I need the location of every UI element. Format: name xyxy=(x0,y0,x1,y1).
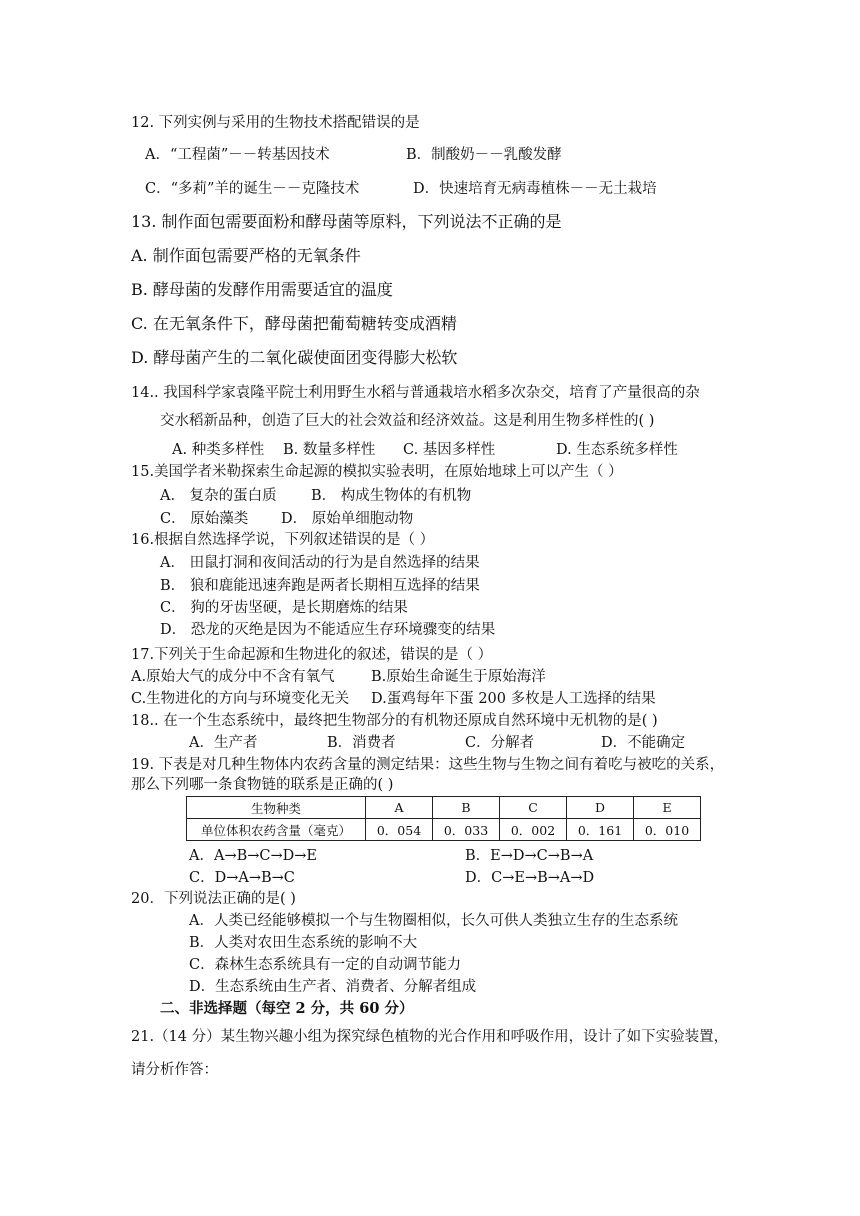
q14-option-a: A. 种类多样性 xyxy=(172,442,265,458)
q15-option-d: D． 原始单细胞动物 xyxy=(281,511,414,527)
q16-option-d: D． 恐龙的灭绝是因为不能适应生存环境骤变的结果 xyxy=(160,622,496,638)
q16-stem: 16.根据自然选择学说，下列叙述错误的是（ ） xyxy=(131,532,435,548)
q14-option-d: D. 生态系统多样性 xyxy=(556,442,678,458)
q13-option-a: A. 制作面包需要严格的无氧条件 xyxy=(131,246,361,265)
q16-option-a: A． 田鼠打洞和夜间活动的行为是自然选择的结果 xyxy=(160,555,480,571)
q13-option-c: C. 在无氧条件下，酵母菌把葡萄糖转变成酒精 xyxy=(131,314,457,333)
q14-stem-line1: 14.. 我国科学家袁隆平院士利用野生水稻与普通栽培水稻多次杂交，培育了产量很高的杂 xyxy=(131,385,700,401)
table-header-cell: 生物种类 xyxy=(187,797,366,819)
q20-option-a: A．人类已经能够模拟一个与生物圈相似，长久可供人类独立生存的生态系统 xyxy=(189,913,678,929)
table-header-cell: D xyxy=(567,797,634,819)
q17-option-c: C.生物进化的方向与环境变化无关 xyxy=(131,691,350,707)
q20-option-d: D．生态系统由生产者、消费者、分解者组成 xyxy=(189,979,477,995)
q19-option-d: D．C→E→B→A→D xyxy=(465,870,595,886)
q18-option-c: C．分解者 xyxy=(465,735,535,751)
q12-option-a: A．“工程菌”－－转基因技术 xyxy=(145,147,330,163)
q19-option-b: B．E→D→C→B→A xyxy=(465,848,594,864)
q14-option-b: B. 数量多样性 xyxy=(283,442,376,458)
table-cell: 0．033 xyxy=(433,819,500,841)
q13-option-d: D. 酵母菌产生的二氧化碳使面团变得膨大松软 xyxy=(131,348,458,367)
table-row xyxy=(187,819,701,841)
q20-option-c: C．森林生态系统具有一定的自动调节能力 xyxy=(189,957,462,973)
table-cell: 0．002 xyxy=(500,819,567,841)
q16-option-b: B． 狼和鹿能迅速奔跑是两者长期相互选择的结果 xyxy=(160,578,480,594)
q15-stem: 15.美国学者米勒探索生命起源的模拟实验表明，在原始地球上可以产生（ ） xyxy=(131,464,623,480)
table-header-cell: B xyxy=(433,797,500,819)
pesticide-table xyxy=(186,796,701,841)
q13-option-b: B. 酵母菌的发酵作用需要适宜的温度 xyxy=(131,280,393,299)
q13-stem: 13. 制作面包需要面粉和酵母菌等原料，下列说法不正确的是 xyxy=(131,212,562,231)
q18-option-a: A．生产者 xyxy=(189,735,258,751)
q18-option-d: D．不能确定 xyxy=(601,735,686,751)
q19-option-a: A．A→B→C→D→E xyxy=(189,848,318,864)
q12-stem: 12. 下列实例与采用的生物技术搭配错误的是 xyxy=(131,115,420,131)
q21-stem-line2: 请分析作答： xyxy=(131,1062,218,1078)
q18-option-b: B．消费者 xyxy=(327,735,396,751)
table-header-cell: A xyxy=(366,797,433,819)
q18-stem: 18.. 在一个生态系统中，最终把生物部分的有机物还原成自然环境中无机物的是( ) xyxy=(131,713,658,729)
table-cell: 0．161 xyxy=(567,819,634,841)
table-header-row xyxy=(187,797,701,819)
table-cell: 0．054 xyxy=(366,819,433,841)
q20-option-b: B．人类对农田生态系统的影响不大 xyxy=(189,935,418,951)
q19-stem-line1: 19. 下表是对几种生物体内农药含量的测定结果：这些生物与生物之间有着吃与被吃的关系， xyxy=(131,757,725,773)
q17-option-b: B.原始生命诞生于原始海洋 xyxy=(371,669,546,685)
table-row-label: 单位体积农药含量（毫克） xyxy=(187,819,366,841)
q19-stem-line2: 那么下列哪一条食物链的联系是正确的( ) xyxy=(131,777,394,793)
q15-option-a: A． 复杂的蛋白质 xyxy=(160,488,277,504)
q14-stem-line2: 交水稻新品种，创造了巨大的社会效益和经济效益。这是利用生物多样性的( ) xyxy=(160,413,655,429)
q14-option-c: C. 基因多样性 xyxy=(403,442,496,458)
q12-option-b: B．制酸奶－－乳酸发酵 xyxy=(406,147,562,163)
q12-option-c: C．“多莉”羊的诞生－－克隆技术 xyxy=(145,181,360,197)
q20-stem: 20．下列说法正确的是( ) xyxy=(131,891,296,907)
q15-option-b: B． 构成生物体的有机物 xyxy=(311,488,472,504)
q15-option-c: C． 原始藻类 xyxy=(160,511,249,527)
table-header-cell: C xyxy=(500,797,567,819)
q16-option-c: C． 狗的牙齿坚硬，是长期磨炼的结果 xyxy=(160,600,408,616)
q17-stem: 17.下列关于生命起源和生物进化的叙述，错误的是（ ） xyxy=(131,647,493,663)
table-cell: 0．010 xyxy=(634,819,701,841)
q21-stem-line1: 21.（14 分）某生物兴趣小组为探究绿色植物的光合作用和呼吸作用，设计了如下实验装置， xyxy=(131,1029,729,1045)
q12-option-d: D．快速培育无病毒植株－－无土栽培 xyxy=(413,181,657,197)
table-header-cell: E xyxy=(634,797,701,819)
q19-option-c: C．D→A→B→C xyxy=(189,870,295,886)
section-heading: 二、非选择题（每空 2 分，共 60 分） xyxy=(160,1000,414,1017)
q17-option-d: D.蛋鸡每年下蛋 200 多枚是人工选择的结果 xyxy=(371,691,656,707)
q17-option-a: A.原始大气的成分中不含有氧气 xyxy=(131,669,335,685)
